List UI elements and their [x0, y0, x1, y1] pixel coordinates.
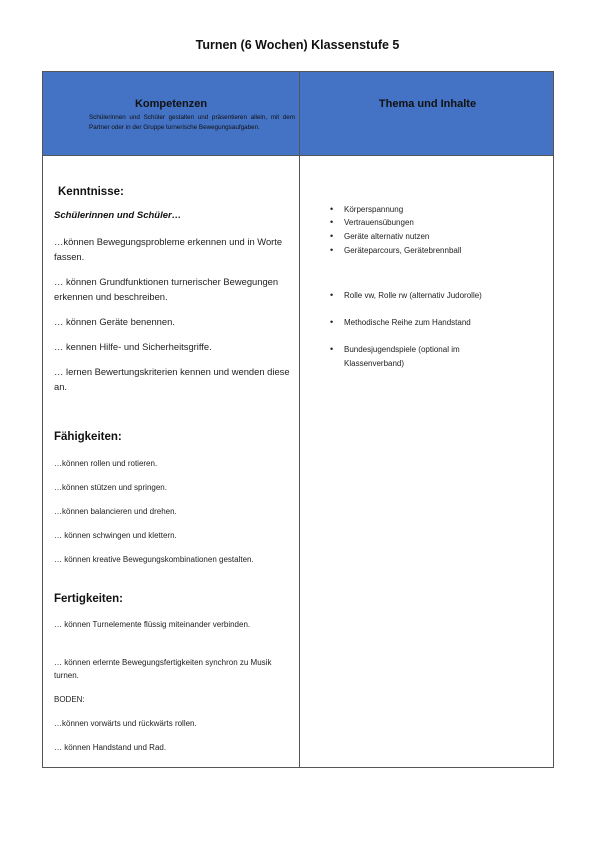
kenntnisse-item: … kennen Hilfe- und Sicherheitsgriffe.: [54, 341, 212, 352]
table-header: [43, 72, 553, 156]
column-divider: [299, 72, 300, 767]
heading-kenntnisse: Kenntnisse:: [58, 186, 124, 198]
fertigkeiten-item: … können Turnelemente flüssig miteinander verbinden.: [54, 620, 251, 629]
faehigkeiten-item: …können balancieren und drehen.: [54, 507, 177, 516]
header-kompetenzen-description: Schülerinnen und Schüler gestalten und präsentieren allein, mit dem Partner oder in der Gruppe turnerische Bewegungsaufgaben.: [89, 114, 295, 131]
thema-item: • Rolle vw, Rolle rw (alternativ Judorolle): [330, 289, 544, 303]
subheading-schueler: Schülerinnen und Schüler…: [54, 210, 182, 221]
thema-item: • Körperspannung: [330, 203, 544, 217]
kenntnisse-item: … lernen Bewertungskriterien kennen und wenden diese an.: [54, 366, 290, 392]
header-thema-inhalte: Thema und Inhalte: [378, 98, 477, 110]
heading-faehigkeiten: Fähigkeiten:: [54, 431, 122, 443]
kenntnisse-item: … können Grundfunktionen turnerischer Bewegungen erkennen und beschreiben.: [54, 276, 279, 302]
thema-item: • Methodische Reihe zum Handstand: [330, 316, 544, 330]
header-kompetenzen: Kompetenzen: [134, 98, 208, 110]
fertigkeiten-item: … können erlernte Bewegungsfertigkeiten synchron zu Musik turnen.: [54, 658, 272, 680]
faehigkeiten-item: …können stützen und springen.: [54, 483, 167, 492]
thema-item: • Bundesjugendspiele (optional im Klassenverband): [330, 343, 514, 370]
thema-item: • Vertrauensübungen: [330, 216, 544, 230]
thema-item: • Geräte alternativ nutzen: [330, 230, 544, 244]
kenntnisse-item: … können Geräte benennen.: [54, 316, 175, 327]
fertigkeiten-item: … können Handstand und Rad.: [54, 743, 167, 752]
fertigkeiten-item: BODEN:: [54, 695, 85, 704]
fertigkeiten-item: …können vorwärts und rückwärts rollen.: [54, 719, 197, 728]
kenntnisse-item: …können Bewegungsprobleme erkennen und in Worte fassen.: [54, 236, 283, 262]
faehigkeiten-item: … können schwingen und klettern.: [54, 531, 177, 540]
page-title: Turnen (6 Wochen) Klassenstufe 5: [195, 38, 400, 52]
faehigkeiten-item: …können rollen und rotieren.: [54, 459, 158, 468]
thema-item: • Geräteparcours, Gerätebrennball: [330, 244, 544, 258]
heading-fertigkeiten: Fertigkeiten:: [54, 593, 124, 605]
curriculum-table: [42, 71, 554, 768]
faehigkeiten-item: … können kreative Bewegungskombinationen gestalten.: [54, 555, 254, 564]
